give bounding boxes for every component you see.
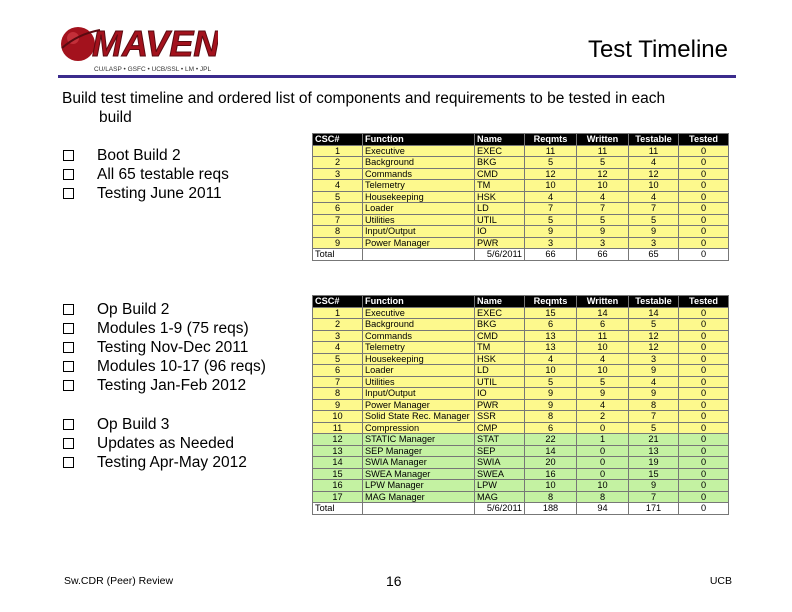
table-cell: 20 bbox=[525, 457, 577, 469]
table-cell: 3 bbox=[313, 168, 363, 180]
table-cell: BKG bbox=[475, 157, 525, 169]
table-cell: CMP bbox=[475, 422, 525, 434]
table-cell: LPW Manager bbox=[363, 480, 475, 492]
footer-review-name: Sw.CDR (Peer) Review bbox=[64, 575, 174, 587]
table-cell: 0 bbox=[679, 203, 729, 215]
table-cell: 22 bbox=[525, 434, 577, 446]
table-cell: 8 bbox=[525, 491, 577, 503]
table-cell: 2 bbox=[577, 411, 629, 423]
column-header: Tested bbox=[679, 134, 729, 146]
table-cell: 9 bbox=[313, 237, 363, 249]
table-cell: MAG bbox=[475, 491, 525, 503]
table-cell: Background bbox=[363, 157, 475, 169]
table-cell: 0 bbox=[679, 214, 729, 226]
bullet-item: Updates as Needed bbox=[62, 434, 247, 453]
column-header: Reqmts bbox=[525, 134, 577, 146]
table-cell: 8 bbox=[577, 491, 629, 503]
table-cell: 11 bbox=[577, 145, 629, 157]
table-cell: Housekeeping bbox=[363, 191, 475, 203]
table-header-row bbox=[313, 296, 729, 308]
table-row bbox=[313, 307, 729, 319]
table-cell: 16 bbox=[313, 480, 363, 492]
table-cell: 0 bbox=[679, 237, 729, 249]
table-cell: BKG bbox=[475, 319, 525, 331]
table-cell: Telemetry bbox=[363, 180, 475, 192]
table-row bbox=[313, 491, 729, 503]
table-cell: 6 bbox=[313, 203, 363, 215]
table-cell: 5 bbox=[629, 422, 679, 434]
bullet-group-op-build-2 bbox=[62, 300, 266, 395]
intro-text bbox=[62, 89, 742, 127]
table-cell: 5 bbox=[577, 376, 629, 388]
table-row bbox=[313, 457, 729, 469]
table-row bbox=[313, 480, 729, 492]
table-row bbox=[313, 168, 729, 180]
table-cell: 0 bbox=[679, 422, 729, 434]
table-cell: 5 bbox=[525, 214, 577, 226]
table-cell: SWEA Manager bbox=[363, 468, 475, 480]
table-cell: 8 bbox=[313, 388, 363, 400]
table-cell: Executive bbox=[363, 145, 475, 157]
table-cell: 0 bbox=[679, 342, 729, 354]
table-cell: Power Manager bbox=[363, 399, 475, 411]
total-cell bbox=[363, 249, 475, 261]
bullet-item: Testing June 2011 bbox=[62, 184, 229, 203]
table-cell: Telemetry bbox=[363, 342, 475, 354]
table-cell: 14 bbox=[629, 307, 679, 319]
table-cell: 0 bbox=[679, 145, 729, 157]
column-header: Reqmts bbox=[525, 296, 577, 308]
table-cell: 5 bbox=[577, 214, 629, 226]
table-cell: 10 bbox=[577, 480, 629, 492]
table-cell: 0 bbox=[679, 365, 729, 377]
table-cell: SEP Manager bbox=[363, 445, 475, 457]
total-cell: 0 bbox=[679, 503, 729, 515]
table-cell: HSK bbox=[475, 191, 525, 203]
table-cell: 2 bbox=[313, 319, 363, 331]
table-cell: 0 bbox=[679, 319, 729, 331]
table-cell: 12 bbox=[577, 168, 629, 180]
table-cell: 0 bbox=[679, 399, 729, 411]
table-cell: 10 bbox=[577, 342, 629, 354]
table-cell: 8 bbox=[629, 399, 679, 411]
table-row bbox=[313, 237, 729, 249]
table-cell: 6 bbox=[577, 319, 629, 331]
table-cell: Loader bbox=[363, 365, 475, 377]
table-cell: 7 bbox=[629, 491, 679, 503]
table-cell: 0 bbox=[577, 445, 629, 457]
table-cell: 9 bbox=[629, 365, 679, 377]
table-cell: Housekeeping bbox=[363, 353, 475, 365]
table-cell: 3 bbox=[629, 353, 679, 365]
table-cell: UTIL bbox=[475, 214, 525, 226]
table-cell: 3 bbox=[577, 237, 629, 249]
table-cell: 1 bbox=[577, 434, 629, 446]
table-cell: 13 bbox=[525, 330, 577, 342]
table-cell: 4 bbox=[525, 191, 577, 203]
table-cell: 0 bbox=[679, 226, 729, 238]
table-cell: 5 bbox=[629, 214, 679, 226]
column-header: Function bbox=[363, 296, 475, 308]
table-total-row bbox=[313, 503, 729, 515]
table-row bbox=[313, 330, 729, 342]
table-cell: 0 bbox=[679, 353, 729, 365]
table-cell: Background bbox=[363, 319, 475, 331]
table-cell: 11 bbox=[629, 145, 679, 157]
table-cell: 0 bbox=[679, 445, 729, 457]
maven-logo bbox=[58, 14, 218, 76]
table-cell: 10 bbox=[577, 180, 629, 192]
table-cell: 12 bbox=[525, 168, 577, 180]
table-cell: 7 bbox=[525, 203, 577, 215]
table-cell: 5 bbox=[629, 319, 679, 331]
table-cell: 3 bbox=[525, 237, 577, 249]
column-header: Name bbox=[475, 134, 525, 146]
table-cell: 0 bbox=[679, 180, 729, 192]
table-cell: 5 bbox=[313, 191, 363, 203]
column-header: Name bbox=[475, 296, 525, 308]
table-cell: 7 bbox=[313, 376, 363, 388]
table-cell: 9 bbox=[525, 226, 577, 238]
table-cell: PWR bbox=[475, 237, 525, 249]
total-cell: 5/6/2011 bbox=[475, 503, 525, 515]
column-header: Written bbox=[577, 134, 629, 146]
table-row bbox=[313, 191, 729, 203]
logo-wordmark: MAVEN bbox=[92, 23, 218, 64]
table-cell: SEP bbox=[475, 445, 525, 457]
table-cell: 4 bbox=[525, 353, 577, 365]
total-cell bbox=[363, 503, 475, 515]
bullet-group-op-build-3 bbox=[62, 415, 247, 472]
total-cell: 171 bbox=[629, 503, 679, 515]
table-row bbox=[313, 226, 729, 238]
table-cell: IO bbox=[475, 226, 525, 238]
table-row bbox=[313, 399, 729, 411]
table-row bbox=[313, 468, 729, 480]
table-cell: 10 bbox=[629, 180, 679, 192]
table-cell: 14 bbox=[525, 445, 577, 457]
table-cell: 10 bbox=[577, 365, 629, 377]
title-divider bbox=[58, 75, 736, 78]
table-cell: 15 bbox=[525, 307, 577, 319]
table-cell: Utilities bbox=[363, 214, 475, 226]
table-cell: 0 bbox=[679, 457, 729, 469]
table-cell: 9 bbox=[629, 226, 679, 238]
table-cell: 4 bbox=[313, 342, 363, 354]
table-cell: 0 bbox=[679, 307, 729, 319]
total-cell: 66 bbox=[525, 249, 577, 261]
table-cell: 17 bbox=[313, 491, 363, 503]
bullet-group-boot-build bbox=[62, 146, 229, 203]
column-header: Tested bbox=[679, 296, 729, 308]
table-cell: 6 bbox=[525, 422, 577, 434]
page-title: Test Timeline bbox=[587, 36, 728, 63]
table-row bbox=[313, 319, 729, 331]
table-cell: 0 bbox=[679, 388, 729, 400]
table-cell: Executive bbox=[363, 307, 475, 319]
column-header: Function bbox=[363, 134, 475, 146]
bullet-item: Modules 1-9 (75 reqs) bbox=[62, 319, 266, 338]
table-row bbox=[313, 342, 729, 354]
table-cell: MAG Manager bbox=[363, 491, 475, 503]
table-cell: IO bbox=[475, 388, 525, 400]
table-cell: 6 bbox=[313, 365, 363, 377]
table-cell: Power Manager bbox=[363, 237, 475, 249]
table-cell: 11 bbox=[577, 330, 629, 342]
table-cell: 4 bbox=[577, 191, 629, 203]
table-cell: 9 bbox=[525, 388, 577, 400]
table-cell: 13 bbox=[525, 342, 577, 354]
table-header-row bbox=[313, 134, 729, 146]
bullet-item: Testing Jan-Feb 2012 bbox=[62, 376, 266, 395]
table-cell: SWEA bbox=[475, 468, 525, 480]
table-cell: 12 bbox=[629, 168, 679, 180]
table-cell: Input/Output bbox=[363, 388, 475, 400]
table-cell: 5 bbox=[525, 157, 577, 169]
table-cell: 0 bbox=[679, 480, 729, 492]
table-cell: 7 bbox=[577, 203, 629, 215]
column-header: Written bbox=[577, 296, 629, 308]
table-cell: 0 bbox=[577, 422, 629, 434]
bullet-item: Modules 10-17 (96 reqs) bbox=[62, 357, 266, 376]
table-cell: 13 bbox=[629, 445, 679, 457]
table-cell: 0 bbox=[679, 168, 729, 180]
table-cell: STATIC Manager bbox=[363, 434, 475, 446]
table-cell: 4 bbox=[629, 376, 679, 388]
table-cell: 8 bbox=[313, 226, 363, 238]
bullet-item: Testing Apr-May 2012 bbox=[62, 453, 247, 472]
table-cell: UTIL bbox=[475, 376, 525, 388]
table-cell: 0 bbox=[679, 491, 729, 503]
table-cell: 11 bbox=[525, 145, 577, 157]
table-cell: 7 bbox=[313, 214, 363, 226]
table-cell: CMD bbox=[475, 330, 525, 342]
table-cell: Utilities bbox=[363, 376, 475, 388]
table-cell: 4 bbox=[313, 180, 363, 192]
table-cell: 9 bbox=[577, 388, 629, 400]
table-cell: 1 bbox=[313, 145, 363, 157]
table-cell: 21 bbox=[629, 434, 679, 446]
table-cell: 10 bbox=[525, 365, 577, 377]
total-cell: 65 bbox=[629, 249, 679, 261]
intro-line-2: build bbox=[99, 109, 132, 126]
table-cell: 0 bbox=[679, 411, 729, 423]
table-cell: 5 bbox=[577, 157, 629, 169]
table-cell: 0 bbox=[577, 457, 629, 469]
table-cell: 5 bbox=[525, 376, 577, 388]
page-number: 16 bbox=[386, 573, 402, 589]
table-cell: Compression bbox=[363, 422, 475, 434]
table-cell: SWIA Manager bbox=[363, 457, 475, 469]
table-cell: Commands bbox=[363, 168, 475, 180]
intro-line-1: Build test timeline and ordered list of components and requirements to be tested in each bbox=[62, 90, 666, 107]
footer-org: UCB bbox=[709, 575, 732, 587]
table-cell: CMD bbox=[475, 168, 525, 180]
column-header: Testable bbox=[629, 296, 679, 308]
total-cell: 188 bbox=[525, 503, 577, 515]
table-row bbox=[313, 214, 729, 226]
table-cell: 15 bbox=[629, 468, 679, 480]
table-cell: 0 bbox=[679, 157, 729, 169]
table-cell: 10 bbox=[313, 411, 363, 423]
table-cell: 2 bbox=[313, 157, 363, 169]
op-build-table bbox=[312, 295, 729, 515]
table-cell: 7 bbox=[629, 203, 679, 215]
bullet-item: All 65 testable reqs bbox=[62, 165, 229, 184]
table-cell: 3 bbox=[629, 237, 679, 249]
table-cell: SWIA bbox=[475, 457, 525, 469]
table-cell: STAT bbox=[475, 434, 525, 446]
table-cell: 12 bbox=[313, 434, 363, 446]
table-cell: Loader bbox=[363, 203, 475, 215]
table-row bbox=[313, 445, 729, 457]
table-cell: 0 bbox=[577, 468, 629, 480]
table-cell: 4 bbox=[629, 191, 679, 203]
table-cell: 12 bbox=[629, 342, 679, 354]
table-cell: 16 bbox=[525, 468, 577, 480]
table-row bbox=[313, 422, 729, 434]
table-cell: SSR bbox=[475, 411, 525, 423]
table-cell: 3 bbox=[313, 330, 363, 342]
table-total-row bbox=[313, 249, 729, 261]
table-cell: EXEC bbox=[475, 145, 525, 157]
total-cell: 5/6/2011 bbox=[475, 249, 525, 261]
total-cell: 66 bbox=[577, 249, 629, 261]
table-cell: Commands bbox=[363, 330, 475, 342]
table-row bbox=[313, 353, 729, 365]
table-cell: 0 bbox=[679, 376, 729, 388]
table-cell: 11 bbox=[313, 422, 363, 434]
table-cell: 10 bbox=[525, 180, 577, 192]
table-cell: 4 bbox=[629, 157, 679, 169]
column-header: Testable bbox=[629, 134, 679, 146]
table-row bbox=[313, 376, 729, 388]
table-cell: LD bbox=[475, 203, 525, 215]
table-row bbox=[313, 145, 729, 157]
table-row bbox=[313, 180, 729, 192]
logo-tagline: CU/LASP • GSFC • UCB/SSL • LM • JPL bbox=[94, 66, 212, 73]
table-row bbox=[313, 157, 729, 169]
table-cell: 9 bbox=[525, 399, 577, 411]
table-cell: Input/Output bbox=[363, 226, 475, 238]
bullet-item: Op Build 3 bbox=[62, 415, 247, 434]
table-cell: 13 bbox=[313, 445, 363, 457]
bullet-item: Op Build 2 bbox=[62, 300, 266, 319]
total-cell: Total bbox=[313, 503, 363, 515]
table-cell: LD bbox=[475, 365, 525, 377]
table-cell: 4 bbox=[577, 399, 629, 411]
table-row bbox=[313, 365, 729, 377]
table-cell: PWR bbox=[475, 399, 525, 411]
table-cell: 15 bbox=[313, 468, 363, 480]
table-cell: TM bbox=[475, 342, 525, 354]
table-cell: 8 bbox=[525, 411, 577, 423]
table-cell: 0 bbox=[679, 434, 729, 446]
table-cell: 19 bbox=[629, 457, 679, 469]
total-cell: Total bbox=[313, 249, 363, 261]
table-row bbox=[313, 434, 729, 446]
table-row bbox=[313, 388, 729, 400]
table-cell: 14 bbox=[577, 307, 629, 319]
table-cell: 5 bbox=[313, 353, 363, 365]
table-cell: 0 bbox=[679, 330, 729, 342]
boot-build-table bbox=[312, 133, 729, 261]
table-cell: EXEC bbox=[475, 307, 525, 319]
total-cell: 94 bbox=[577, 503, 629, 515]
column-header: CSC# bbox=[313, 134, 363, 146]
bullet-item: Testing Nov-Dec 2011 bbox=[62, 338, 266, 357]
table-cell: 1 bbox=[313, 307, 363, 319]
table-cell: 9 bbox=[629, 388, 679, 400]
table-cell: 12 bbox=[629, 330, 679, 342]
table-cell: TM bbox=[475, 180, 525, 192]
table-cell: 9 bbox=[313, 399, 363, 411]
table-cell: 0 bbox=[679, 468, 729, 480]
total-cell: 0 bbox=[679, 249, 729, 261]
table-cell: HSK bbox=[475, 353, 525, 365]
column-header: CSC# bbox=[313, 296, 363, 308]
table-cell: 4 bbox=[577, 353, 629, 365]
table-cell: 9 bbox=[577, 226, 629, 238]
table-row bbox=[313, 411, 729, 423]
table-cell: 0 bbox=[679, 191, 729, 203]
table-cell: 9 bbox=[629, 480, 679, 492]
table-cell: 14 bbox=[313, 457, 363, 469]
table-row bbox=[313, 203, 729, 215]
bullet-item: Boot Build 2 bbox=[62, 146, 229, 165]
table-cell: 7 bbox=[629, 411, 679, 423]
table-cell: Solid State Rec. Manager bbox=[363, 411, 475, 423]
table-cell: 10 bbox=[525, 480, 577, 492]
table-cell: LPW bbox=[475, 480, 525, 492]
table-cell: 6 bbox=[525, 319, 577, 331]
